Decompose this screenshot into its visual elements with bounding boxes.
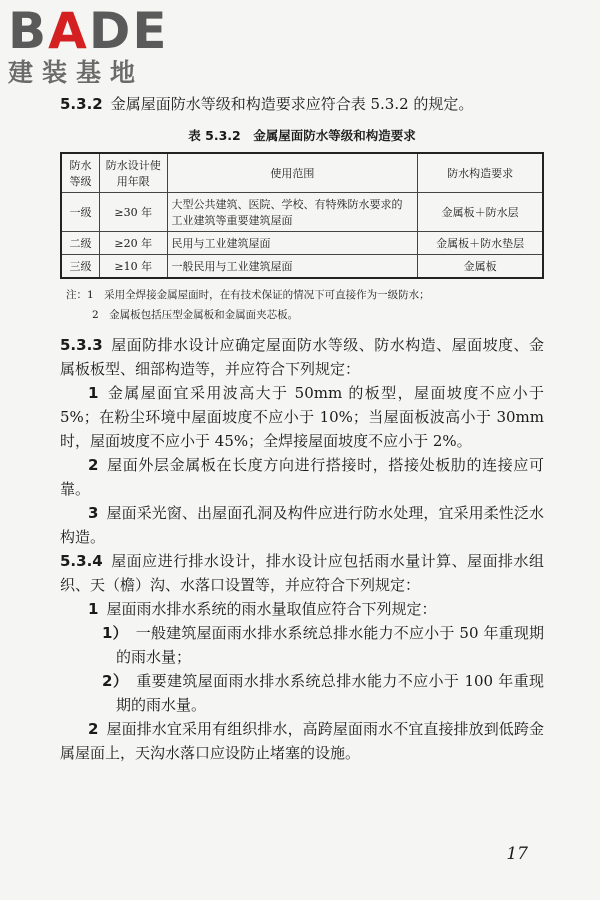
clause-5-3-4-item-2: 2 屋面排水宜采用有组织排水，高跨屋面雨水不宜直接排放到低跨金属屋面上，天沟水落口应设防止堵塞的设施。 — [60, 720, 544, 762]
table-row — [61, 232, 543, 255]
table-row — [61, 255, 543, 279]
clause-5-3-4-item-1: 1 屋面雨水排水系统的雨水量取值应符合下列规定： — [88, 600, 437, 618]
table-cell: 金属板＋防水层 — [418, 193, 543, 232]
note-1: 注：1 采用全焊接金属屋面时，在有技术保证的情况下可直接作为一级防水； — [66, 289, 430, 301]
header-cell: 使用范围 — [167, 153, 418, 193]
page-number: 17 — [506, 844, 528, 864]
header-cell: 防水构造要求 — [418, 153, 543, 193]
table-cell: 大型公共建筑、医院、学校、有特殊防水要求的工业建筑等重要建筑屋面 — [167, 193, 418, 232]
clause-5-3-4-subitem-2: 2） 重要建筑屋面雨水排水系统总排水能力不应小于 100 年重现期的雨水量。 — [102, 672, 545, 714]
table-cell: 金属板 — [418, 255, 543, 279]
table-cell: 一级 — [61, 193, 100, 232]
table-cell: 民用与工业建筑屋面 — [167, 232, 418, 255]
table-cell: ≥30 年 — [100, 193, 167, 232]
table-cell: 金属板＋防水垫层 — [418, 232, 543, 255]
logo-wordmark: BADE — [8, 2, 169, 60]
clause-5-3-4-subitem-1: 1） 一般建筑屋面雨水排水系统总排水能力不应小于 50 年重现期的雨水量； — [102, 624, 544, 666]
table-cell: 一般民用与工业建筑屋面 — [167, 255, 418, 279]
table-row — [61, 193, 543, 232]
table-cell: 三级 — [61, 255, 100, 279]
waterproof-grade-table — [60, 152, 544, 279]
clause-5-3-3-item-3: 3 屋面采光窗、出屋面孔洞及构件应进行防水处理，宜采用柔性泛水构造。 — [60, 504, 544, 546]
document-body — [60, 92, 544, 765]
header-cell: 防水设计使用年限 — [100, 153, 167, 193]
clause-5-3-3-item-1: 1 金属屋面宜采用波高大于 50mm 的板型，屋面坡度不应小于 5%；在粉尘环境中屋面坡度不应小于 10%；当屋面板波高小于 30mm 时，屋面坡度不应小于 45%；全焊接屋面坡度不应小于 2%。 — [60, 384, 544, 450]
clause-5-3-3-item-2: 2 屋面外层金属板在长度方向进行搭接时，搭接处板肋的连接应可靠。 — [60, 456, 544, 498]
table-cell: ≥10 年 — [100, 255, 167, 279]
clause-5-3-3: 5.3.3 屋面防排水设计应确定屋面防水等级、防水构造、屋面坡度、金属板板型、细部构造等，并应符合下列规定： — [60, 336, 544, 378]
clause-5-3-4: 5.3.4 屋面应进行排水设计，排水设计应包括雨水量计算、屋面排水组织、天（檐）沟、水落口设置等，并应符合下列规定： — [60, 552, 544, 594]
table-header-row — [61, 153, 543, 193]
table-cell: ≥20 年 — [100, 232, 167, 255]
note-2: 2 金属板包括压型金属板和金属面夹芯板。 — [92, 309, 299, 321]
table-cell: 二级 — [61, 232, 100, 255]
clause-5-3-2: 5.3.2 金属屋面防水等级和构造要求应符合表 5.3.2 的规定。 — [60, 95, 474, 113]
header-cell: 防水等级 — [61, 153, 100, 193]
table-notes — [66, 285, 544, 325]
bade-logo — [8, 4, 178, 88]
logo-subtitle: 建装基地 — [8, 58, 145, 87]
table-caption: 表 5.3.2 金属屋面防水等级和构造要求 — [188, 128, 416, 143]
